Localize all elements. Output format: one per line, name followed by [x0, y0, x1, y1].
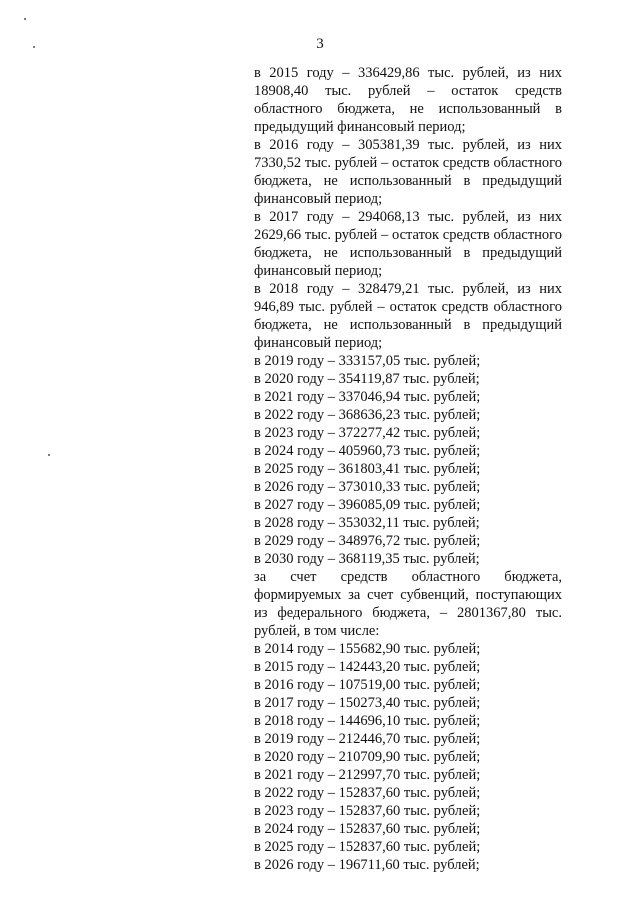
paragraph-2016: в 2016 году – 305381,39 тыс. рублей, из них 7330,52 тыс. рублей – остаток средств областного бюджета, не использованный в предыдущий финансовый период; [254, 137, 562, 207]
federal-line-2024: в 2024 году – 152837,60 тыс. рублей; [254, 821, 481, 837]
regional-line-2022: в 2022 году – 368636,23 тыс. рублей; [254, 407, 481, 423]
federal-line-2020: в 2020 году – 210709,90 тыс. рублей; [254, 749, 481, 765]
scan-speck [33, 46, 35, 48]
regional-line-2020: в 2020 году – 354119,87 тыс. рублей; [254, 371, 480, 387]
regional-line-2023: в 2023 году – 372277,42 тыс. рублей; [254, 425, 481, 441]
regional-line-2026: в 2026 году – 373010,33 тыс. рублей; [254, 479, 481, 495]
federal-line-2019: в 2019 году – 212446,70 тыс. рублей; [254, 731, 481, 747]
federal-line-2018: в 2018 году – 144696,10 тыс. рублей; [254, 713, 481, 729]
regional-line-2021: в 2021 году – 337046,94 тыс. рублей; [254, 389, 481, 405]
federal-line-2015: в 2015 году – 142443,20 тыс. рублей; [254, 659, 481, 675]
regional-line-2024: в 2024 году – 405960,73 тыс. рублей; [254, 443, 481, 459]
paragraph-2017: в 2017 году – 294068,13 тыс. рублей, из них 2629,66 тыс. рублей – остаток средств областного бюджета, не использованный в предыдущий финансовый период; [254, 209, 562, 279]
federal-line-2016: в 2016 году – 107519,00 тыс. рублей; [254, 677, 481, 693]
federal-line-2017: в 2017 году – 150273,40 тыс. рублей; [254, 695, 481, 711]
federal-line-2022: в 2022 году – 152837,60 тыс. рублей; [254, 785, 481, 801]
regional-line-2030: в 2030 году – 368119,35 тыс. рублей; [254, 551, 480, 567]
federal-line-2023: в 2023 году – 152837,60 тыс. рублей; [254, 803, 481, 819]
federal-intro: за счет средств областного бюджета, формируемых за счет субвенций, поступающих из федерального бюджета, – 2801367,80 тыс. рублей, в том числе: [254, 569, 562, 639]
federal-line-2026: в 2026 году – 196711,60 тыс. рублей; [254, 857, 480, 873]
regional-line-2025: в 2025 году – 361803,41 тыс. рублей; [254, 461, 481, 477]
scan-speck [48, 454, 50, 456]
federal-line-2014: в 2014 году – 155682,90 тыс. рублей; [254, 641, 481, 657]
paragraph-2018: в 2018 году – 328479,21 тыс. рублей, из них 946,89 тыс. рублей – остаток средств областного бюджета, не использованный в предыдущий финансовый период; [254, 281, 562, 351]
regional-line-2028: в 2028 году – 353032,11 тыс. рублей; [254, 515, 480, 531]
scan-speck [24, 18, 26, 20]
federal-line-2021: в 2021 году – 212997,70 тыс. рублей; [254, 767, 481, 783]
regional-line-2029: в 2029 году – 348976,72 тыс. рублей; [254, 533, 481, 549]
regional-line-2019: в 2019 году – 333157,05 тыс. рублей; [254, 353, 481, 369]
page-number: 3 [316, 36, 324, 52]
paragraph-2015: в 2015 году – 336429,86 тыс. рублей, из них 18908,40 тыс. рублей – остаток средств областного бюджета, не использованный в предыдущий финансовый период; [254, 65, 562, 135]
federal-line-2025: в 2025 году – 152837,60 тыс. рублей; [254, 839, 481, 855]
document-body [254, 64, 562, 874]
regional-line-2027: в 2027 году – 396085,09 тыс. рублей; [254, 497, 481, 513]
